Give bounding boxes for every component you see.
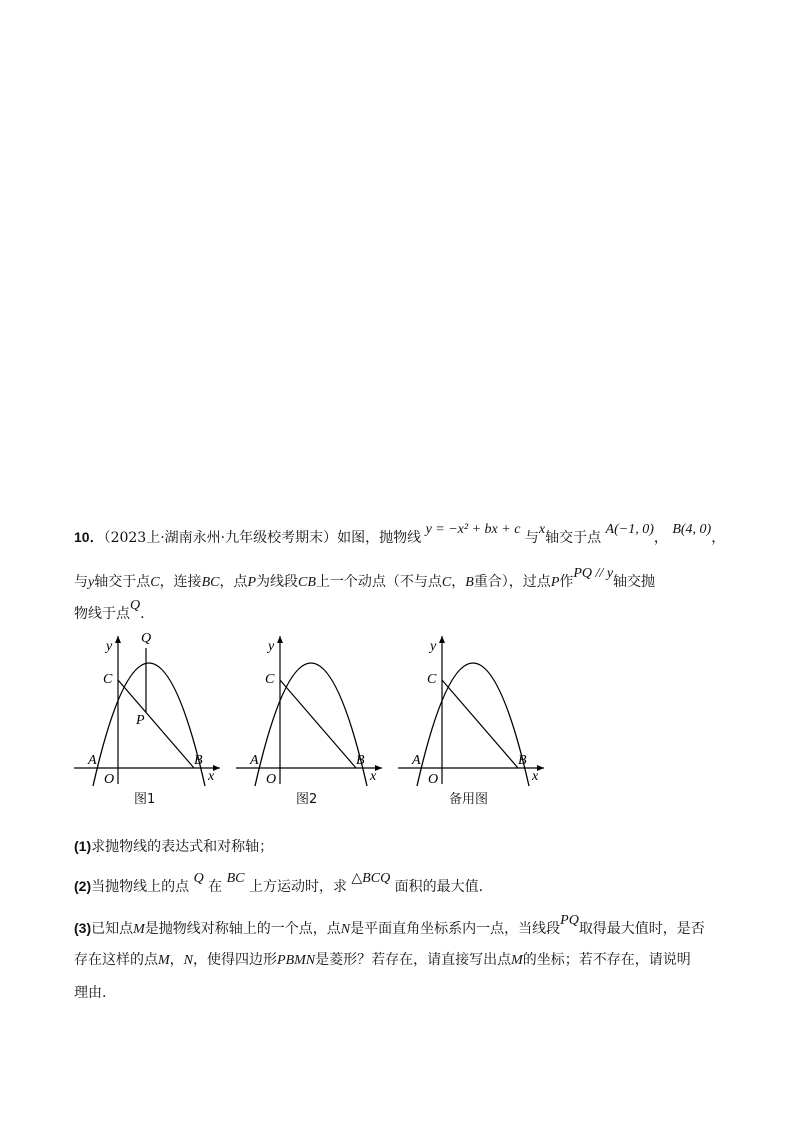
text: 理由. [74,985,107,1001]
point-B: B [465,575,474,590]
problem-number: 10． [74,529,104,545]
segment-BC: BC [201,575,220,590]
label-y: y [268,639,275,654]
problem-line-2 [74,566,656,591]
segment-cb [442,680,518,768]
text: 物线于点 [74,606,130,622]
question-3-line-3 [74,982,106,1002]
figure-2 [232,628,392,807]
question-2 [74,871,484,896]
text: ，使得四边形 [193,952,278,968]
label-O: O [428,772,439,787]
segment-BC: BC [226,871,245,886]
var-x: x [538,522,546,537]
figure-1-graph [70,628,230,788]
text: . [140,606,145,622]
label-y: y [430,639,437,654]
text: 存在这样的点 [74,952,158,968]
figure-spare-caption: 备用图 [449,792,489,807]
label-x: x [532,769,539,784]
point-P: P [550,575,560,590]
point-N: N [183,953,194,968]
y-axis-arrow [115,636,121,643]
label-A: A [412,753,421,768]
triangle-BCQ: △BCQ [351,871,391,886]
question-1 [74,836,273,856]
segment-cb [280,680,356,768]
text: 轴交于点 [545,530,602,546]
label-O: O [104,772,115,787]
text: 作 [559,574,574,590]
text: ，点 [219,574,248,590]
label-Q: Q [141,631,152,646]
problem-line-1 [74,522,726,547]
figure-2-graph [232,628,392,788]
point-Q: Q [130,598,141,613]
text: ， [169,952,184,968]
text: 与 [74,574,88,590]
point-C: C [150,575,160,590]
text: 已知点 [91,921,134,937]
text: ， [653,530,668,546]
label-y: y [106,639,113,654]
parabola-equation: y = −x² + bx + c [425,522,521,537]
text: 面积的最大值. [394,879,484,895]
text: 上一个动点（不与点 [315,574,442,590]
point-M: M [158,953,170,968]
point-M: M [133,922,145,937]
label-x: x [370,769,377,784]
text: 如图，抛物线 [337,530,422,546]
figure-2-caption: 图2 [296,792,318,807]
label-P: P [136,713,145,728]
text: 是抛物线对称轴上的一个点，点 [144,921,341,937]
point-A-coord: A(−1, 0) [605,522,654,537]
segment-CB: CB [298,575,316,590]
segment-PQ: PQ [560,913,579,928]
text: ， [451,574,466,590]
text: 轴交于点 [94,574,151,590]
problem-line-3 [74,598,145,623]
text: 轴交抛 [613,574,656,590]
label-B: B [356,753,365,768]
question-1-number: (1) [74,838,92,854]
text: 的坐标；若不存在，请说明 [522,952,691,968]
text: 取得最大值时，是否 [578,921,705,937]
point-Q: Q [193,871,204,886]
text: ，连接 [159,574,202,590]
figure-spare [394,628,554,807]
point-N: N [340,922,351,937]
label-A: A [88,753,97,768]
point-M: M [511,953,523,968]
text: 与 [524,530,539,546]
point-B-coord: B(4, 0) [672,522,712,537]
problem-source: （2023上·湖南永州·九年级校考期末） [103,530,338,546]
pq-parallel-y: PQ // y [573,566,614,581]
segment-cb [118,680,194,768]
question-2-number: (2) [74,878,92,894]
text: ， [711,530,726,546]
question-1-text: 求抛物线的表达式和对称轴； [91,839,274,855]
text: 重合），过点 [473,574,551,590]
label-A: A [250,753,259,768]
figure-1 [70,628,230,807]
question-3-line-2 [74,949,691,969]
var-y: y [88,575,95,590]
text: 上方运动时，求 [248,879,347,895]
text: 当抛物线上的点 [91,879,190,895]
figure-1-caption: 图1 [134,792,156,807]
text: 为线段 [256,574,299,590]
figure-spare-graph [394,628,554,788]
text: 在 [208,879,223,895]
y-axis-arrow [439,636,445,643]
quad-PBMN: PBMN [277,953,316,968]
point-P: P [247,575,257,590]
label-x: x [208,769,215,784]
y-axis-arrow [277,636,283,643]
label-C: C [103,672,113,687]
text: 是菱形？若存在，请直接写出点 [315,952,512,968]
label-O: O [266,772,277,787]
label-C: C [265,672,275,687]
label-B: B [518,753,527,768]
text: 是平面直角坐标系内一点，当线段 [350,921,561,937]
label-C: C [427,672,437,687]
question-3-line-1 [74,913,705,938]
label-B: B [194,753,203,768]
point-C: C [441,575,452,590]
question-3-number: (3) [74,920,92,936]
